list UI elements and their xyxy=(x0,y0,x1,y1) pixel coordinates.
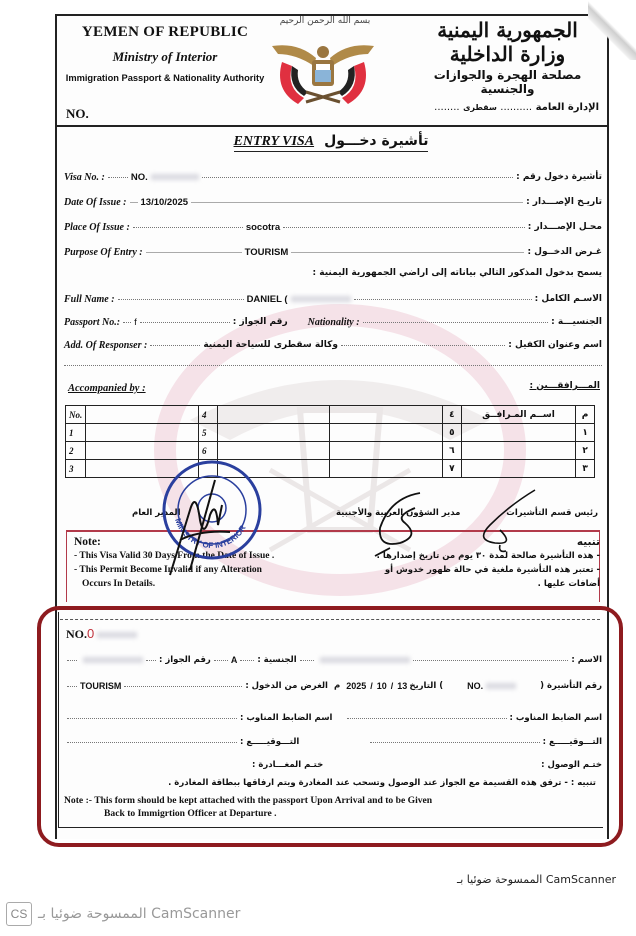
header-divider xyxy=(55,125,607,127)
camscanner-footer xyxy=(6,902,240,926)
slip-date-year: 2025 xyxy=(346,681,367,691)
slip-visa-no-label: رقم التأشيرة ( xyxy=(540,681,602,691)
visa-no-line xyxy=(108,177,128,178)
place-line xyxy=(283,227,525,228)
cell-name-mid xyxy=(217,424,330,442)
slip-nationality-value: A xyxy=(230,655,238,665)
accompanied-table xyxy=(65,405,595,478)
country-name-ar: الجمهورية اليمنية xyxy=(437,18,578,42)
cell-no-ar: ٢ xyxy=(576,442,595,460)
blank-line xyxy=(64,365,602,366)
responser-row xyxy=(64,336,602,354)
head-visas-label: رئيس قسم التأشيرات xyxy=(506,508,598,518)
purpose-row xyxy=(64,243,602,261)
cell-no-mid: 6 xyxy=(198,442,217,460)
visa-no-label: Visa No. : xyxy=(64,171,105,183)
passport-row xyxy=(64,313,602,331)
responser-label-ar: اسم وعنوان الكفيل : xyxy=(508,340,602,350)
responser-value: وكالة سقطرى للسياحة اليمنية xyxy=(203,340,338,350)
full-name-value xyxy=(247,294,351,305)
cell-name-en xyxy=(86,424,199,442)
country-name: YEMEN OF REPUBLIC xyxy=(81,24,249,40)
date-of-issue-value: 13/10/2025 xyxy=(140,196,189,208)
slip-signature-line-right xyxy=(370,742,540,743)
slip-note-en-line: Back to Immigrtion Officer at Departure . xyxy=(104,808,277,819)
ministry-stamp-icon xyxy=(160,458,264,562)
full-name-label-ar: الاسـم الكامل : xyxy=(534,294,602,304)
purpose-value: TOURISM xyxy=(244,246,289,258)
note-line: - This Permit Become Invalid if any Alteration xyxy=(74,565,262,575)
passport-line xyxy=(140,322,230,323)
purpose-line xyxy=(146,252,242,253)
title-en: ENTRY VISA xyxy=(233,134,315,149)
camscanner-footer-text: الممسوحة ضوئيا بـ CamScanner xyxy=(38,906,241,922)
bismillah: بسم الله الرحمن الرحيم xyxy=(279,16,371,26)
camscanner-logo-icon: CS xyxy=(6,902,32,926)
redacted xyxy=(486,683,516,689)
permit-statement: يسمح بدخول المذكور التالي بياناته إلى اراضي الجمهورية اليمنية : xyxy=(312,268,602,278)
table-row xyxy=(66,460,595,478)
cell-no: No. xyxy=(66,406,86,424)
visa-no-row xyxy=(64,168,602,186)
nationality-label-ar: الجنسيـــة : xyxy=(551,317,602,327)
table-row xyxy=(66,442,595,460)
table-row xyxy=(66,406,595,424)
redacted xyxy=(320,657,410,663)
yemen-eagle-emblem-icon xyxy=(268,30,378,112)
slip-passport-label: رقم الجواز : xyxy=(159,655,211,665)
signature-row xyxy=(64,508,598,522)
slip-arrival-stamp-label: ختـم الوصول : xyxy=(541,760,602,770)
cell-no-mid: 5 xyxy=(198,424,217,442)
cell-no-mid-ar: ٦ xyxy=(443,442,462,460)
visa-no-value xyxy=(131,172,199,183)
place-line xyxy=(133,227,243,228)
slip-officer-line-left xyxy=(67,718,237,719)
cell-companion-name xyxy=(461,424,575,442)
general-directorate: الإدارة العامة .......... سقطرى ........ xyxy=(434,102,599,113)
authority-name-ar: مصلحة الهجرة والجوازات والجنسية xyxy=(433,68,582,96)
slip-date-sep: / xyxy=(370,681,373,691)
slip-officer-line-right xyxy=(347,718,507,719)
document-title xyxy=(55,132,607,152)
note-arabic xyxy=(377,535,600,591)
slip-left-border xyxy=(58,612,59,828)
slip-note-en xyxy=(64,794,432,820)
slip-date-day: 13 xyxy=(397,681,408,691)
purpose-label-ar: غـرض الدخــول : xyxy=(527,247,602,257)
accompanied-label-ar: المـــرافقـــين : xyxy=(529,381,600,391)
purpose-line xyxy=(291,252,524,253)
note-title: Note: xyxy=(74,536,101,548)
slip-no-label: NO. xyxy=(66,627,87,641)
header-english xyxy=(60,20,270,83)
slip-date-sep: / xyxy=(390,681,394,691)
slip-signature-row xyxy=(64,734,602,750)
full-name-line xyxy=(354,299,532,300)
slip-name-line xyxy=(214,660,228,661)
camscanner-inline-label: الممسوحة ضوئيا بـ CamScanner xyxy=(457,873,616,886)
slip-name-line xyxy=(67,660,77,661)
accompanied-label: Accompanied by : xyxy=(68,383,146,394)
nationality-line xyxy=(363,322,549,323)
slip-no xyxy=(66,626,137,642)
slip-bottom-border xyxy=(58,827,603,828)
redacted xyxy=(83,657,143,663)
header-arabic xyxy=(410,18,605,113)
cut-line xyxy=(60,619,600,620)
slip-name-line xyxy=(300,660,314,661)
slip-officer-label-right: اسم الضابط المناوب : xyxy=(509,713,602,723)
cell-no-mid-ar: ٥ xyxy=(443,424,462,442)
general-director-label: المدير العام xyxy=(132,508,181,518)
visa-no-label-ar: تأشيرة دخول رقم : xyxy=(516,172,602,182)
stamp-text: MINISTRY OF INTERIOR xyxy=(173,517,248,551)
slip-note-ar: تنبيه : - ترفق هذه القسيمة مع الجواز عند الوصول وتسحب عند المغادرة ويتم ارفاقها ببطاقة المغادرة . xyxy=(168,778,596,788)
place-of-issue-row xyxy=(64,218,602,236)
passport-label: Passport No.: xyxy=(64,316,121,328)
cell-name-mid-ar xyxy=(330,406,443,424)
slip-purpose-label: الغرض من الدخول : xyxy=(245,681,328,691)
cell-name-mid-ar xyxy=(330,460,443,478)
date-of-issue-label: Date Of Issue : xyxy=(64,196,127,208)
responser-line xyxy=(150,345,200,346)
slip-signature-line-left xyxy=(67,742,237,743)
cell-name-en xyxy=(86,442,199,460)
slip-date-month: 10 xyxy=(376,681,387,691)
blank-row xyxy=(64,356,602,374)
cell-no: 3 xyxy=(66,460,86,478)
slip-name-line xyxy=(240,660,254,661)
note-line: - This Visa Valid 30 Days From the Date of Issue . xyxy=(74,551,275,561)
note-line-ar: أضافات عليها . xyxy=(537,579,600,589)
redacted xyxy=(151,174,199,180)
responser-label: Add. Of Responser : xyxy=(64,339,148,351)
cell-no-mid-ar: ٤ xyxy=(443,406,462,424)
cell-companion-name xyxy=(461,442,575,460)
slip-visa-line xyxy=(67,686,77,687)
cell-name-mid-ar xyxy=(330,442,443,460)
full-name-row xyxy=(64,290,602,308)
slip-date-label: ) التاريخ xyxy=(409,681,444,691)
cell-name-mid xyxy=(217,442,330,460)
cell-companion-name xyxy=(461,460,575,478)
slip-visa-row xyxy=(64,678,602,694)
directorate-value: سقطرى xyxy=(463,103,497,112)
place-of-issue-label: Place Of Issue : xyxy=(64,221,130,233)
slip-name-row xyxy=(64,652,602,668)
visa-no-text: NO. xyxy=(130,171,148,183)
visa-no-line xyxy=(202,177,513,178)
passport-line xyxy=(123,322,131,323)
passport-value: f xyxy=(134,316,137,328)
redacted xyxy=(291,296,351,302)
header-no-label: NO. xyxy=(66,106,89,121)
slip-name-line xyxy=(413,660,569,661)
directorate-label: الإدارة العامة xyxy=(535,102,599,113)
full-name-line xyxy=(118,299,244,300)
ministry-name: Ministry of Interior xyxy=(112,49,218,64)
slip-date-suffix: م xyxy=(333,681,341,691)
title-ar: تأشيرة دخـــول xyxy=(324,133,429,149)
full-name-label: Full Name : xyxy=(64,293,115,305)
slip-nationality-label: الجنسية : xyxy=(257,655,297,665)
cell-no-ar: ٣ xyxy=(576,460,595,478)
slip-stamps-row xyxy=(64,757,602,773)
passport-label-ar: رقم الجواز : xyxy=(232,317,288,327)
slip-officer-row xyxy=(64,710,602,726)
purpose-label: Purpose Of Entry : xyxy=(64,246,143,258)
redacted xyxy=(97,632,137,638)
slip-note-en-line: Note :- This form should be kept attached with the passport Upon Arrival and to be Given xyxy=(64,795,433,806)
date-of-issue-row xyxy=(64,193,602,211)
cell-name-mid xyxy=(217,406,330,424)
slip-visa-line xyxy=(124,686,242,687)
slip-departure-stamp-label: ختـم المغـــادرة : xyxy=(252,760,324,770)
slip-name-label: الاسم : xyxy=(571,655,602,665)
date-line xyxy=(191,202,523,203)
authority-name: Immigration Passport & Nationality Authority xyxy=(65,73,265,83)
cell-no-ar: م xyxy=(576,406,595,424)
slip-signature-label-left: التـــوقيـــــع : xyxy=(240,737,300,747)
slip-purpose-value: TOURISM xyxy=(80,681,122,691)
cell-companion-name-header: اســم المـرافــق xyxy=(461,406,575,424)
cell-no: 1 xyxy=(66,424,86,442)
cell-name-mid-ar xyxy=(330,424,443,442)
note-line: Occurs In Details. xyxy=(82,579,156,589)
date-of-issue-label-ar: تاريـخ الإصـــدار : xyxy=(526,197,602,207)
date-line xyxy=(130,202,138,203)
slip-officer-label-left: اسم الضابط المناوب : xyxy=(240,713,333,723)
cell-no-mid-ar: ٧ xyxy=(443,460,462,478)
cell-name-en xyxy=(86,406,199,424)
table-row xyxy=(66,424,595,442)
director-foreign-label: مدير الشؤون العربية والأجنبية xyxy=(336,508,461,518)
note-line-ar: - تعتبر هذه التأشيرة ملغية في حالة ظهور خدوش أو xyxy=(384,565,600,575)
cell-no: 2 xyxy=(66,442,86,460)
cell-no-mid: 4 xyxy=(198,406,217,424)
place-of-issue-value: socotra xyxy=(245,221,281,233)
place-of-issue-label-ar: محـل الإصـــدار : xyxy=(527,222,602,232)
nationality-label: Nationality : xyxy=(307,316,360,328)
cell-no-ar: ١ xyxy=(576,424,595,442)
slip-name-line xyxy=(146,660,156,661)
slip-signature-label-right: التـــوقيـــــع : xyxy=(542,737,602,747)
note-title-ar: تنبيه xyxy=(576,536,600,548)
note-line-ar: - هذه التأشيرة صالحة لمدة ٣٠ يوم من تاريخ إصدارها . xyxy=(376,551,600,561)
responser-line xyxy=(341,345,505,346)
slip-no-value: 0 xyxy=(87,626,95,641)
slip-visa-no-value: NO. xyxy=(467,681,484,691)
full-name-text: DANIEL ( xyxy=(246,293,288,305)
ministry-name-ar: وزارة الداخلية xyxy=(449,42,566,66)
